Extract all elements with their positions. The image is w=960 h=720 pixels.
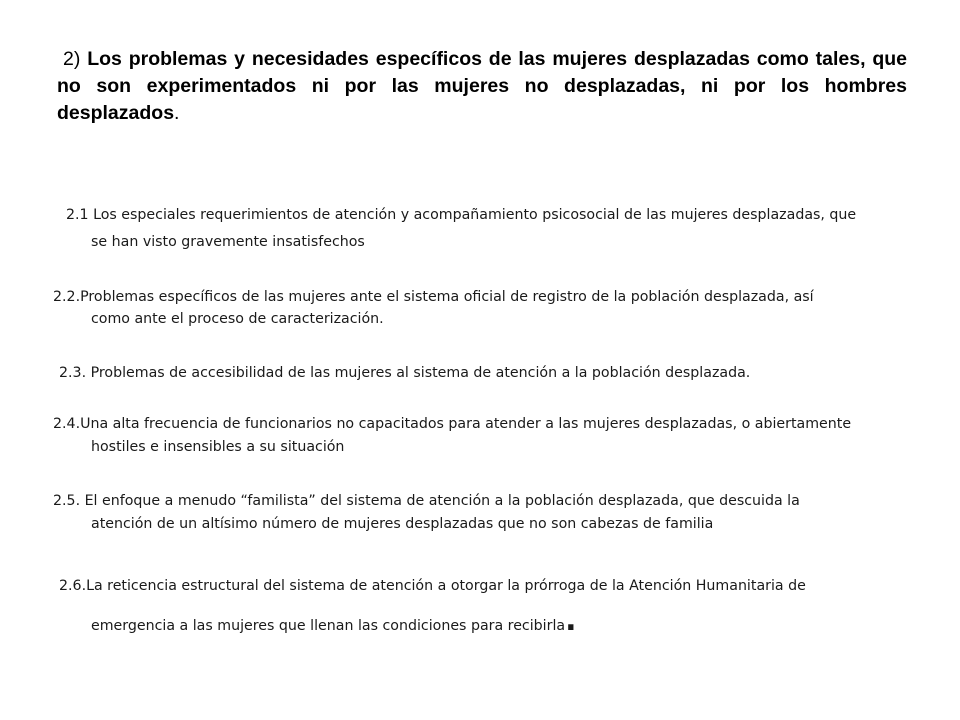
- list-item-line: 2.4.Una alta frecuencia de funcionarios no capacitados para atender a las mujeres desplazadas, o abiertamente: [53, 416, 852, 432]
- list-item-2-4: [53, 413, 851, 459]
- list-item-2-2: [53, 286, 814, 330]
- list-item-2-5: [53, 490, 800, 536]
- list-item-2-1: [66, 202, 856, 256]
- list-item-end-punct: .: [565, 603, 577, 638]
- list-item-line: 2.2.Problemas específicos de las mujeres ante el sistema oficial de registro de la población desplazada, así: [53, 289, 814, 305]
- list-item-line: 2.6.La reticencia estructural del sistema de atención a otorgar la prórroga de la Atención Humanitaria de: [59, 578, 806, 594]
- list-item-line: atención de un altísimo número de mujeres desplazadas que no son cabezas de familia: [91, 516, 714, 532]
- list-item-2-6: [59, 566, 806, 646]
- list-item-line: 2.5. El enfoque a menudo “familista” del sistema de atención a la población desplazada, que descuida la: [53, 493, 800, 509]
- list-item-2-3: [59, 362, 750, 384]
- heading-end-punct: .: [174, 102, 180, 124]
- list-item-line: [59, 603, 806, 646]
- list-item-line: 2.3. Problemas de accesibilidad de las mujeres al sistema de atención a la población desplazada.: [59, 365, 751, 381]
- list-item-line: se han visto gravemente insatisfechos: [91, 234, 365, 250]
- heading-text: Los problemas y necesidades específicos de las mujeres desplazadas como tales, que no son experimentados ni por las mujeres no desplazadas, ni por los hombres desplazados: [57, 48, 907, 124]
- list-item-line: 2.1 Los especiales requerimientos de atención y acompañamiento psicosocial de las mujeres desplazadas, que: [66, 207, 857, 223]
- list-item-line-text: emergencia a las mujeres que llenan las condiciones para recibirla: [91, 618, 566, 634]
- list-item-line: hostiles e insensibles a su situación: [91, 439, 345, 455]
- heading-number: 2): [63, 48, 81, 70]
- section-heading: [57, 46, 907, 127]
- list-item-line: como ante el proceso de caracterización.: [91, 311, 384, 327]
